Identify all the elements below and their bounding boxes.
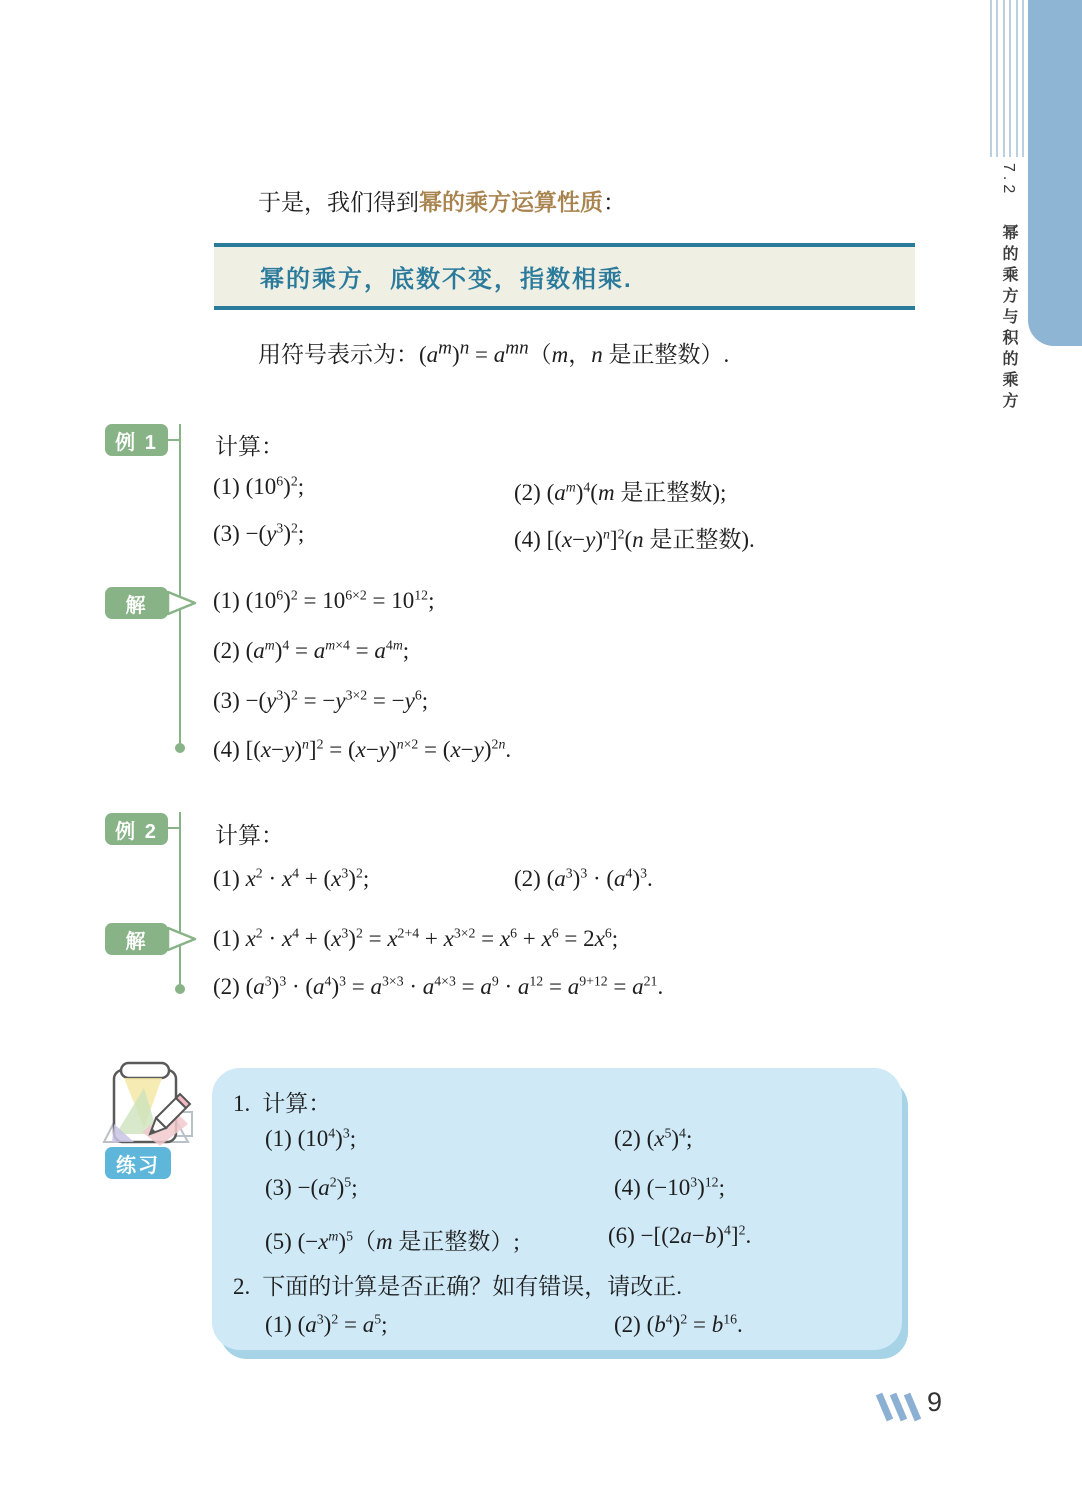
example2-rail-dot [175, 984, 185, 994]
example1-problem-3: $(3) -(y^3)^2$; [213, 520, 305, 546]
example2-problem-1: (1) $x^2 \cdot x^4 + (x^3)^2$; [213, 865, 370, 891]
example2-rail-tick [168, 827, 181, 829]
example1-solve-badge: 解 [105, 587, 168, 619]
page-number: 9 [927, 1387, 943, 1417]
practice-q1-problem-5: (5) $(-x^m)^5(m$ 是正整数）; [265, 1228, 520, 1254]
example1-badge: 例 1 [105, 424, 168, 456]
example1-rail-dot [175, 743, 185, 753]
practice-notebook-icon [98, 1054, 198, 1152]
example1-solution-1: (1) $(10^6)^2 = 10^{6\times 2} = 10^{12}$; [213, 587, 435, 613]
practice-q1-problem-6: $(6) -[(2a-b)^4]^2$. [608, 1222, 752, 1248]
rule-box [214, 243, 915, 310]
formula-label: 用符号表示为： [258, 342, 419, 367]
practice-q2-problem-1: (1) $(a^3)^2 = a^5$; [265, 1311, 388, 1337]
practice-q1-problem-2: (2) $(x^5)^4$; [614, 1125, 693, 1151]
formula-line [258, 336, 729, 369]
example2-solve-badge: 解 [105, 923, 168, 955]
section-tab [991, 163, 1025, 413]
example2-solution-2: (2) $(a^3)^3 \cdot (a^4)^3 = a^{3\times 3} \cdot a^{4\times 3} = a^9 \cdot a^{12} = a^{9+12} = a^{21}$. [213, 973, 664, 999]
page-slashes-icon [873, 1391, 923, 1423]
example1-problem-2: (2) $(a^m)^4(m$ 是正整数); [514, 479, 727, 505]
section-title: 幂的乘方与积的乘方 [1000, 223, 1017, 413]
example1-problem-1: (1) $(10^6)^2$; [213, 473, 305, 499]
practice-badge: 练习 [105, 1147, 171, 1179]
intro-colon: ： [603, 190, 626, 215]
property-name-highlight: 幂的乘方运算性质 [419, 189, 603, 215]
example2-task: 计算： [215, 823, 284, 848]
example1-rail-tick [168, 439, 181, 441]
practice-q2-title: 2. 下面的计算是否正确？如有错误，请改正. [233, 1274, 682, 1299]
example1-solution-2: (2) $(a^m)^4 = a^{m\times 4} = a^{4m}$; [213, 637, 410, 663]
example1-task: 计算： [215, 434, 284, 459]
power-rule-formula: $(a^m)^n = a^{mn}(m$，n 是正整数）. [419, 337, 730, 367]
section-number: 7.2 [1000, 163, 1017, 198]
sidebar-decor-lines [990, 0, 1024, 157]
practice-q1-problem-3: $(3) -(a^2)^5$; [265, 1174, 358, 1200]
practice-q1-problem-1: (1) $(10^4)^3$; [265, 1125, 357, 1151]
example2-badge: 例 2 [105, 813, 168, 845]
solution-arrow-icon [165, 922, 201, 956]
example2-problem-2: (2) $(a^3)^3 \cdot (a^4)^3$. [514, 865, 653, 891]
intro-paragraph [258, 184, 626, 217]
example1-solution-4: (4) $[(x-y)^n]^2 = (x-y)^{n\times 2} = (x-y)^{2n}$. [213, 736, 512, 762]
sidebar-color-block [1028, 0, 1082, 346]
rule-text: 幂的乘方，底数不变，指数相乘. [260, 266, 633, 293]
example2-rail-line [179, 812, 181, 992]
practice-q2-problem-2: (2) $(b^4)^2 = b^{16}$. [614, 1311, 743, 1337]
example2-solution-1: (1) $x^2 \cdot x^4 + (x^3)^2 = x^{2+4} + x^{3\times 2} = x^6 + x^6 = 2x^6$; [213, 925, 619, 951]
practice-q1-title: 1. 计算： [233, 1091, 332, 1116]
solution-arrow-icon [165, 586, 201, 620]
example1-problem-4: (4) $[(x-y)^n]^2(n$ 是正整数). [514, 526, 755, 552]
example1-solution-3: $(3) -(y^3)^2 = -y^{3\times 2} = -y^6$; [213, 687, 429, 713]
practice-q1-problem-4: (4) $(-10^3)^{12}$; [614, 1174, 725, 1200]
intro-prefix: 于是，我们得到 [258, 190, 419, 215]
